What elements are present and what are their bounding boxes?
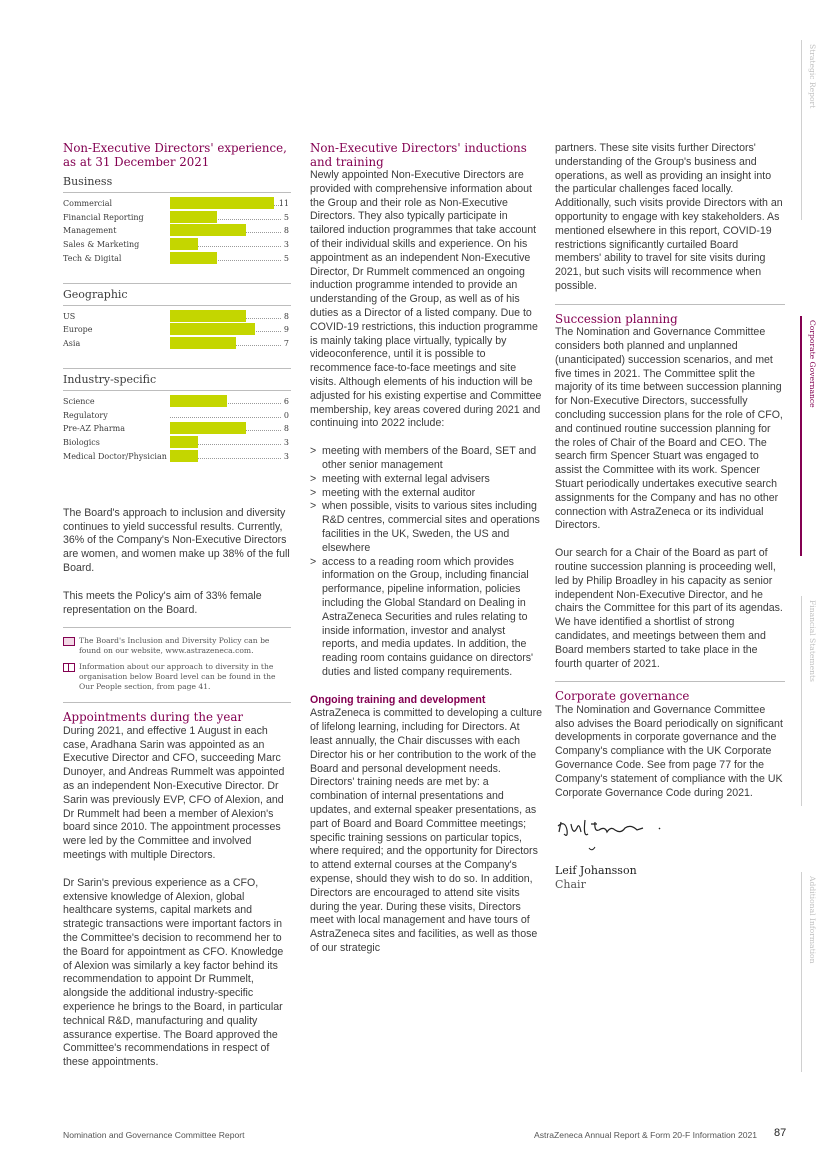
bar-value: 7: [283, 339, 289, 349]
side-tab-corporate-governance[interactable]: [800, 316, 826, 556]
inductions-heading-line1: Non-Executive Directors' inductions: [310, 141, 527, 155]
bar-label: Biologics: [63, 438, 100, 448]
induction-list: [310, 445, 542, 680]
footer-report-title: AstraZeneca Annual Report & Form 20-F Information 2021: [534, 1130, 758, 1140]
bar: [170, 450, 198, 462]
bar-label: Regulatory: [63, 410, 108, 420]
book-icon: [63, 663, 75, 672]
side-tab-label: Corporate Governance: [808, 320, 817, 408]
bar-label: Management: [63, 226, 117, 236]
site-visits-paragraph: partners. These site visits further Directors' understanding of the Group's business and operations, as well as providing an insight into the particular challenges faced locally. Additionally, such visits provide Directors with an opportunity to engage with key stakeholders. As mentioned elsewhere in this report, COVID-19 restrictions significantly curtailed Board members' ability to travel for site visits during 2021, but such visits will recommence when possible.: [555, 142, 783, 292]
bar-label: Pre-AZ Pharma: [63, 424, 126, 434]
policy-note-text: The Board's Inclusion and Diversity Policy can be found on our website, www.astrazeneca.com.: [79, 636, 270, 656]
bar-value: 0: [283, 410, 289, 420]
monitor-icon: [63, 637, 75, 646]
side-tab-label: Additional Information: [808, 876, 817, 964]
bar-value: 8: [283, 424, 289, 434]
list-item: > meeting with the external auditor: [310, 487, 542, 501]
list-item: > when possible, visits to various sites including R&D centres, commercial sites and operations facilities in the UK, Sweden, the US and elsewhere: [310, 500, 542, 555]
chart-row: [63, 336, 291, 350]
appointments-paragraph-1: During 2021, and effective 1 August in each case, Aradhana Sarin was appointed as an Executive Director and CFO, succeeding Marc Dunoyer, and Andreas Rummelt was appointed as an independent Non-Executive Director. Dr Sarin was previously EVP, CFO of Alexion, and Dr Rummelt had been a member of Alexion's board since 2010. The appointment processes were led by the Committee and involved meetings with multiple Directors.: [63, 724, 285, 861]
side-tab-additional-information[interactable]: [801, 872, 826, 1072]
dotted-leader: [170, 417, 281, 418]
chart-row: [63, 210, 291, 224]
governance-paragraph: The Nomination and Governance Committee also advises the Board periodically on significant developments in corporate governance and the Company's compliance with the UK Corporate Governance Code. See from page 77 for the Company's statement of compliance with the UK Corporate Governance Code during 2021.: [555, 703, 783, 799]
chart-row: [63, 309, 291, 323]
training-paragraph: AstraZeneca is committed to developing a culture of lifelong learning, including for Directors. At least annually, the Chair discusses with each Director his or her contribution to the work of the Board and personal development needs. Directors' training needs are met by: a combination of internal presentations and updates, and external speaker presentations, as part of Board and Board Committee meetings; specific training sessions on particular topics, where required; and the opportunity for Directors to attend external courses at the Company's expense, should they wish to do so. In addition, Directors are encouraged to attend site visits during the year. During these visits, Directors meet with local management and have tours of AstraZeneca sites and facilities, as well as those of our strategic: [310, 707, 543, 955]
chart-title: [63, 142, 291, 169]
footer-section-title: Nomination and Governance Committee Report: [63, 1130, 245, 1140]
chart-row: [63, 421, 291, 435]
bar: [170, 323, 255, 335]
page-number: 87: [774, 1127, 787, 1139]
column-right: [555, 142, 785, 892]
people-note-text: Information about our approach to diversity in the organisation below Board level can be found in the Our People section, from page 41.: [79, 662, 276, 692]
chart-group-geographic: [63, 283, 291, 350]
side-tab-label: Strategic Report: [808, 44, 817, 109]
list-item: > meeting with members of the Board, SET and other senior management: [310, 445, 542, 473]
governance-heading: Corporate governance: [555, 689, 690, 704]
signer-name: Leif Johansson: [555, 864, 637, 878]
bar-label: Medical Doctor/Physician: [63, 451, 167, 461]
bar-label: Science: [63, 396, 95, 406]
chart-group-industry-specific: [63, 368, 291, 463]
chart-row: [63, 196, 291, 210]
bar-value: 6: [283, 396, 289, 406]
bar-label: Financial Reporting: [63, 212, 144, 222]
bar-value: 3: [283, 240, 289, 250]
bar: [170, 395, 227, 407]
bar-label: Tech & Digital: [63, 253, 122, 263]
column-middle: [310, 142, 542, 956]
female-representation-paragraph: This meets the Policy's aim of 33% female representation on the Board.: [63, 589, 262, 616]
succession-paragraph-1: The Nomination and Governance Committee considers both planned and unplanned (unanticipated) succession scenarios, and met five times in 2021. The Committee split the majority of its time between succession planning for Non-Executive Directors, successfully concluding succession plans for the role of CFO, and continued routine succession planning for the roles of Chair of the Board and CEO. The search firm Spencer Stuart was engaged to assist the Committee with its work. Spencer Stuart periodically undertakes executive search assignments for the Company and has no other connection with AstraZeneca or its individual Directors.: [555, 326, 783, 532]
inductions-heading: [310, 142, 542, 169]
side-tab-label: Financial Statements: [808, 600, 817, 682]
policy-note: [63, 636, 291, 656]
inductions-heading-line2: and training: [310, 154, 384, 169]
training-subheading: Ongoing training and development: [310, 693, 486, 706]
bar-value: 11: [278, 198, 289, 208]
bar-value: 9: [283, 325, 289, 335]
succession-heading: Succession planning: [555, 311, 678, 326]
bar-value: 5: [283, 212, 289, 222]
bar: [170, 211, 217, 223]
bar: [170, 436, 198, 448]
signer-title: Chair: [555, 878, 586, 892]
bar-label: Commercial: [63, 198, 113, 208]
bar: [170, 238, 198, 250]
succession-paragraph-2: Our search for a Chair of the Board as part of routine succession planning is proceeding well, led by Philip Broadley in his capacity as senior independent Non-Executive Director, and he chairs the Committee for this part of its agendas. We have identified a shortlist of strong candidates, and meetings between them and Board members started to take place in the fourth quarter of 2021.: [555, 547, 783, 670]
chart-row: [63, 408, 291, 422]
bar-label: Sales & Marketing: [63, 240, 140, 250]
chart-row: [63, 394, 291, 408]
signature-image: [555, 812, 675, 854]
divider: [63, 627, 291, 628]
chart-row: [63, 251, 291, 265]
bar-value: 8: [283, 226, 289, 236]
chart-row: [63, 223, 291, 237]
chart-row: [63, 435, 291, 449]
bar-value: 3: [283, 451, 289, 461]
bar: [170, 197, 274, 209]
people-note: [63, 662, 291, 692]
bar: [170, 310, 246, 322]
bar-label: US: [63, 311, 76, 321]
chart-group-business: [63, 175, 291, 265]
bar: [170, 224, 246, 236]
chart-row: [63, 449, 291, 463]
column-left: [63, 142, 291, 1070]
bar-label: Asia: [63, 339, 81, 349]
chart-group-heading: Business: [63, 175, 291, 193]
list-item: > meeting with external legal advisers: [310, 473, 542, 487]
bar-value: 8: [283, 311, 289, 321]
chart-title-line1: Non-Executive Directors' experience,: [63, 141, 287, 155]
divider: [63, 702, 291, 703]
signature: [555, 812, 785, 854]
experience-chart: [63, 175, 291, 463]
chart-row: [63, 322, 291, 336]
chart-group-heading: Industry-specific: [63, 373, 291, 391]
bar-value: 5: [283, 253, 289, 263]
bar-label: Europe: [63, 325, 93, 335]
bar-value: 3: [283, 438, 289, 448]
side-tab-financial-statements[interactable]: [801, 596, 826, 806]
diversity-paragraph: The Board's approach to inclusion and diversity continues to yield successful results. Currently, 36% of the Company's Non-Executive Directors are women, and women make up 38% of the full Board.: [63, 506, 290, 574]
bar: [170, 252, 217, 264]
chart-title-line2: as at 31 December 2021: [63, 154, 210, 169]
appointments-paragraph-2: Dr Sarin's previous experience as a CFO, extensive knowledge of Alexion, global healthcare systems, capital markets and strategic transactions were important factors in the Committee's decision to recommend her to the Board for appointment as CFO. Knowledge of Alexion was similarly a key factor behind its recommendation to appoint Dr Rummelt, alongside the additional industry-specific experience he brings to the Board, in particular technical R&D, manufacturing and quality assurance expertise. The Board approved the Committee's recommendations in respect of these appointments.: [63, 876, 284, 1069]
side-tab-strategic-report[interactable]: [801, 40, 826, 220]
appointments-heading: Appointments during the year: [63, 710, 243, 725]
bar: [170, 422, 246, 434]
divider: [555, 304, 785, 305]
chart-group-heading: Geographic: [63, 288, 291, 306]
chart-row: [63, 237, 291, 251]
bar: [170, 337, 236, 349]
divider: [555, 681, 785, 682]
list-item: > access to a reading room which provides information on the Group, including financial performance, pipeline information, policies including the Global Standard on Dealing in AstraZeneca Securities and rules relating to inside information, investor and analyst reports, and media updates. In addition, the reading room contains guidance on directors' duties and listed company requirements.: [310, 556, 542, 680]
inductions-paragraph: Newly appointed Non-Executive Directors are provided with comprehensive information about the Group and their role as Non-Executive Directors. They also typically participate in tailored induction programmes that take account of their individual skills and experience. On his appointment as an independent Non-Executive Director, Dr Rummelt commenced an ongoing induction programme intended to provide an understanding of the Group, as well as of his duties as a Director of a listed company. Due to COVID-19 restrictions, this induction programme is mainly taking place virtually, typically by videoconference, until it is possible to recommence face-to-face meetings and site visits. Although elements of his induction will be adjusted for his existing expertise and Committee membership, key areas covered during 2021 and continuing into 2022 include:: [310, 169, 542, 430]
